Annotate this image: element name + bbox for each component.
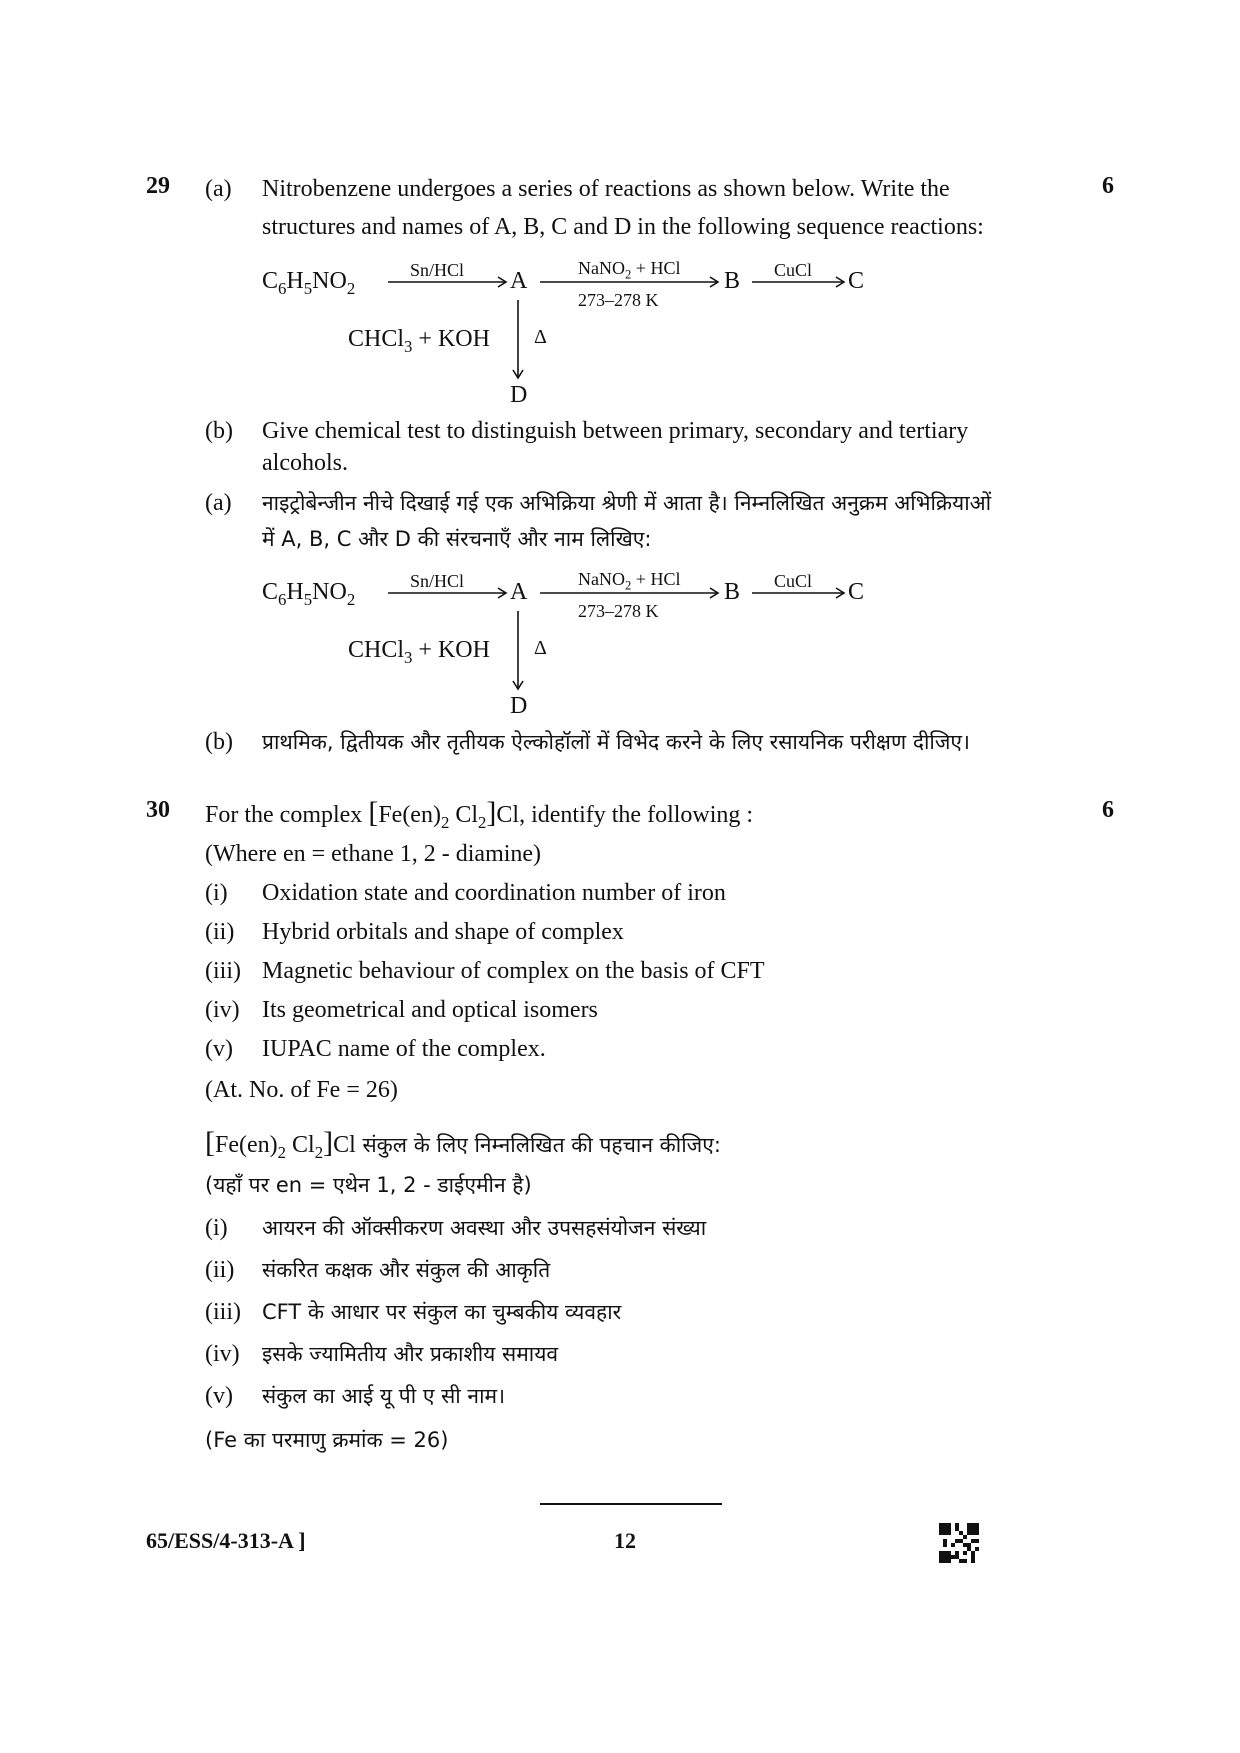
q30-hi-intro: [$Fe(en)_2$ $Cl_2]Cl$ संकुल के लिए निम्नलिखित की पहचान कीजिए: [205,1126,721,1162]
reaction-arrows [262,561,962,721]
qr-code-icon [939,1523,979,1563]
reagent-nano2-hcl: NaNO$_2$ + HCl [578,258,681,282]
nitrobenzene-formula: $C_6H_5NO_2$ [262,579,356,609]
product-c: C [848,579,865,605]
reagent-chcl3-koh: CHCl$_3$ + KOH [348,637,490,667]
q29-en-b-line1: Give chemical test to distinguish between primary, secondary and tertiary [262,418,969,444]
product-b: B [724,579,741,605]
paper-code: 65/ESS/4-313-A ] [146,1528,306,1553]
reagent-chcl3-koh: CHCl$_3$ + KOH [348,326,490,356]
heat-symbol: Δ [534,326,547,348]
q30-en-atomic-number: (At. No. of Fe = 26) [205,1077,398,1103]
q29-hi-a-line2: में A, B, C और D की संरचनाएँ और नाम लिखिए: [262,527,652,551]
q30-en-where: (Where en = ethane 1, 2 - diamine) [205,841,542,867]
q30-en-item-text: IUPAC name of the complex. [262,1036,546,1062]
q30-hi-item-num: (i) [205,1215,228,1241]
product-c: C [848,268,865,294]
q29-hi-a-line1: नाइट्रोबेन्जीन नीचे दिखाई गई एक अभिक्रिया श्रेणी में आता है। निम्नलिखित अनुक्रम अभिक्रियाओं [262,491,992,515]
reagent-sn-hcl: Sn/HCl [410,571,465,591]
q30-hi-where: (यहाँ पर en = एथेन 1, 2 - डाईएमीन है) [205,1173,532,1197]
q30-en-item-text: Hybrid orbitals and shape of complex [262,919,624,945]
reaction-scheme-hi [262,561,962,721]
q29-en-part-a-label: (a) [205,176,232,202]
q30-en-item-num: (iv) [205,997,240,1023]
q30-en-item-num: (i) [205,880,228,906]
q29-hi-b-line1: प्राथमिक, द्वितीयक और तृतीयक ऐल्कोहॉलों में विभेद करने के लिए रसायनिक परीक्षण दीजिए। [262,730,970,754]
condition-temperature: 273–278 K [578,601,659,621]
reaction-scheme-en [262,250,962,410]
q30-hi-item-text: संकरित कक्षक और संकुल की आकृति [262,1258,551,1282]
q30-hi-item-text: CFT के आधार पर संकुल का चुम्बकीय व्यवहार [262,1300,622,1324]
q30-marks: 6 [1102,797,1114,823]
q30-hi-atomic-number: (Fe का परमाणु क्रमांक = 26) [205,1428,449,1452]
reagent-nano2-hcl: NaNO$_2$ + HCl [578,569,681,593]
q30-hi-item-num: (ii) [205,1257,235,1283]
q30-hi-item-num: (v) [205,1383,233,1409]
q30-hi-item-num: (iv) [205,1341,240,1367]
reagent-cucl: CuCl [774,260,813,280]
product-d: D [510,693,528,719]
reagent-cucl: CuCl [774,571,813,591]
q29-en-a-line1: Nitrobenzene undergoes a series of reactions as shown below. Write the [262,176,950,202]
q30-en-item-text: Its geometrical and optical isomers [262,997,598,1023]
page-number: 12 [614,1528,636,1553]
q30-hi-item-text: इसके ज्यामितीय और प्रकाशीय समायव [262,1342,559,1366]
reagent-sn-hcl: Sn/HCl [410,260,465,280]
q30-en-item-num: (ii) [205,919,235,945]
product-a: A [510,579,528,605]
product-a: A [510,268,528,294]
q30-en-item-num: (v) [205,1036,233,1062]
q30-en-item-num: (iii) [205,958,241,984]
q30-en-item-text: Oxidation state and coordination number of iron [262,880,726,906]
footer-rule [540,1503,722,1505]
q29-marks: 6 [1102,173,1114,199]
q29-hi-part-a-label: (a) [205,490,232,516]
nitrobenzene-formula: $C_6H_5NO_2$ [262,268,356,298]
question-number-30: 30 [146,797,170,823]
q30-hi-item-text: संकुल का आई यू पी ए सी नाम। [262,1384,506,1408]
condition-temperature: 273–278 K [578,290,659,310]
q30-hi-item-num: (iii) [205,1299,241,1325]
q30-en-intro: For the complex [$Fe(en)_2$ $Cl_2]Cl$, identify the following : [205,796,754,832]
q29-en-part-b-label: (b) [205,418,233,444]
q29-en-a-line2: structures and names of A, B, C and D in the following sequence reactions: [262,214,984,240]
q29-hi-part-b-label: (b) [205,729,233,755]
question-number-29: 29 [146,173,170,199]
product-d: D [510,382,528,408]
q30-hi-item-text: आयरन की ऑक्सीकरण अवस्था और उपसहसंयोजन संख्या [262,1216,707,1240]
product-b: B [724,268,741,294]
heat-symbol: Δ [534,637,547,659]
q30-en-item-text: Magnetic behaviour of complex on the basis of CFT [262,958,765,984]
reaction-arrows [262,250,962,410]
q29-en-b-line2: alcohols. [262,450,348,476]
